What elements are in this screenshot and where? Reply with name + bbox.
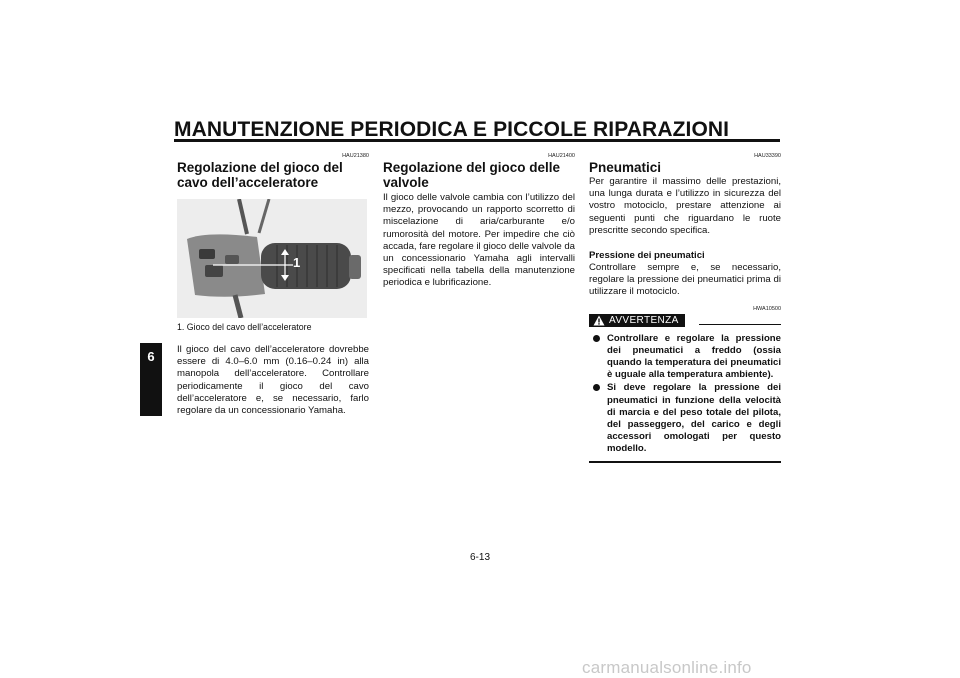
page-header-title: MANUTENZIONE PERIODICA E PICCOLE RIPARAZIONI <box>174 118 730 141</box>
callout-number: 1 <box>293 255 301 270</box>
column-throttle-cable <box>177 152 369 417</box>
warning-list <box>589 333 781 456</box>
warning-code: HWA10500 <box>753 305 781 312</box>
watermark: carmanualsonline.info <box>582 658 752 677</box>
warning-item: Si deve regolare la pressione dei pneumatici in funzione della velocità di marcia e del peso totale del pilota, del passeggero, del carico e degli accessori omologati per questo modello. <box>589 382 781 455</box>
section-code: HAU33390 <box>754 153 781 159</box>
warning-badge <box>589 314 685 327</box>
warning-label: AVVERTENZA <box>609 314 679 326</box>
section-heading: Regolazione del gioco del cavo dell’acceleratore <box>177 160 343 190</box>
section-code: HAU21400 <box>548 153 575 159</box>
column-tires <box>589 152 781 463</box>
photo-caption: 1. Gioco del cavo dell’acceleratore <box>177 322 312 332</box>
subsection-body: Controllare sempre e, se necessario, regolare la pressione dei pneumatici prima di utilizzare il motociclo. <box>589 262 781 298</box>
warning-bottom-rule <box>589 461 781 463</box>
warning-triangle-icon <box>593 315 605 326</box>
handlebar-illustration <box>177 199 367 318</box>
section-body: Il gioco delle valvole cambia con l’utilizzo del mezzo, provocando un rapporto scorretto di miscelazione di aria/carburante e/o rumorosità del motore. Per impedire che ciò accada, fare regolare il gioco delle valvole da un concessionario Yamaha agli intervalli specificati nella tabella della manutenzione periodica e lubrificazione. <box>383 192 575 289</box>
section-heading: Regolazione del gioco delle valvole <box>383 160 561 190</box>
column-valve-clearance <box>383 152 575 290</box>
section-body: Per garantire il massimo delle prestazioni, una lunga durata e l’utilizzo in sicurezza del vostro motociclo, prestare attenzione ai seguenti punti che riguardano le ruote prescritte secondo specifica. <box>589 176 781 236</box>
bullet-icon <box>593 335 600 342</box>
subsection-heading: Pressione dei pneumatici <box>589 250 705 262</box>
section-body: Il gioco del cavo dell’acceleratore dovrebbe essere di 4.0–6.0 mm (0.16–0.24 in) alla manopola dell’acceleratore. Controllare periodicamente il gioco del cavo dell’acceleratore e, se necessario, farlo regolare da un concessionario Yamaha. <box>177 344 369 417</box>
warning-item: Controllare e regolare la pressione dei pneumatici a freddo (ossia quando la temperatura dei pneumatici è uguale alla temperatura ambiente). <box>589 333 781 382</box>
bullet-icon <box>593 384 600 391</box>
header-rule <box>174 139 780 142</box>
chapter-tab: 6 <box>140 343 162 416</box>
page-number: 6-13 <box>469 552 490 563</box>
warning-top-rule <box>699 324 781 325</box>
section-heading: Pneumatici <box>589 160 662 175</box>
throttle-grip-photo <box>177 199 367 318</box>
section-code: HAU21380 <box>342 153 369 159</box>
